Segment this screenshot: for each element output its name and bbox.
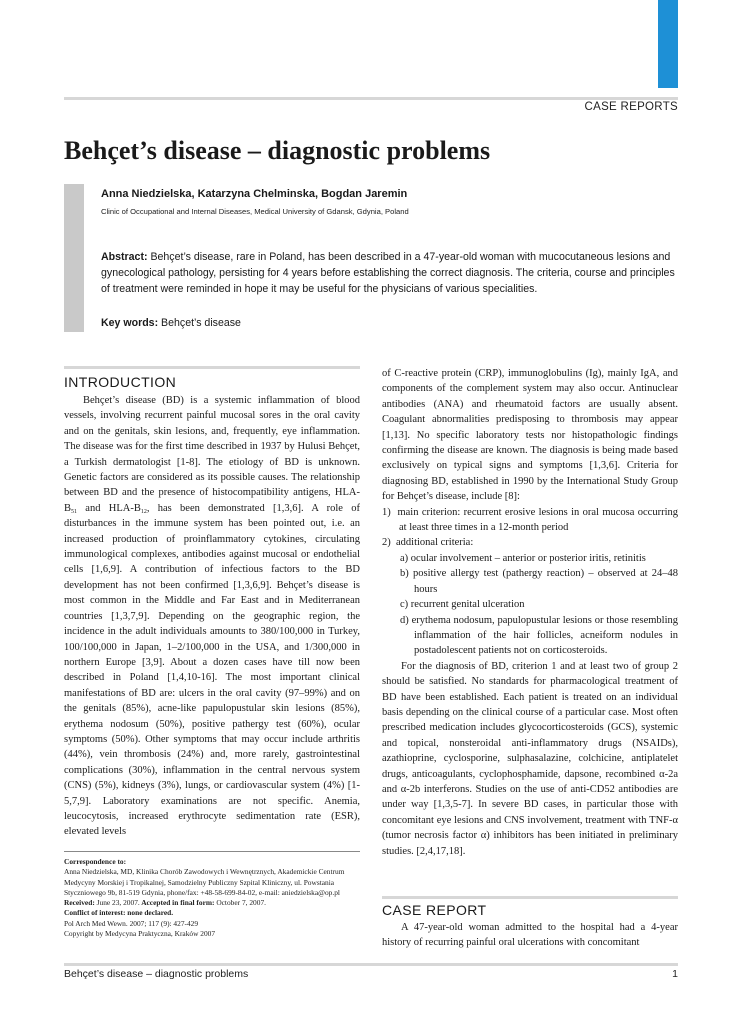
conflict-statement: Conflict of interest: none declared. — [64, 908, 174, 918]
list-item — [382, 505, 678, 536]
list-item — [382, 613, 678, 659]
footnote-divider — [64, 851, 360, 852]
received-date: June 23, 2007. — [94, 898, 140, 908]
received-label: Received: — [64, 898, 95, 908]
citation: Pol Arch Med Wewn. 2007; 117 (9): 427-429 — [64, 918, 199, 928]
abstract-text: Behçet’s disease, rare in Poland, has been described in a 47-year-old woman with mucocutaneous lesions and gynecological pathology, persisting for 4 years before establishing the correct diagnosis. The criteria, course and principles of treatment were reminded in hope it may be useful for the physicians of various specialities. — [101, 251, 675, 295]
list-item — [382, 551, 678, 566]
list-marker: a) — [400, 552, 409, 564]
right-column — [382, 366, 678, 859]
introduction-paragraph — [64, 393, 360, 840]
footer-divider — [64, 963, 678, 966]
list-item — [382, 566, 678, 597]
page-number: 1 — [672, 968, 678, 980]
list-marker: d) — [400, 614, 409, 626]
keywords — [101, 317, 241, 329]
case-report-heading: CASE REPORT — [382, 902, 487, 918]
abstract — [101, 249, 681, 297]
list-marker: 1) — [382, 506, 391, 518]
correspondence-footnote — [64, 857, 360, 939]
list-item-text: recurrent genital ulceration — [410, 599, 525, 611]
abstract-side-bar — [64, 184, 84, 332]
correspondence-label: Correspondence to: — [64, 857, 127, 866]
case-report-paragraph: A 47-year-old woman admitted to the hospital had a 4-year history of recurring painful oral ulcerations with concomitant — [382, 922, 678, 949]
list-item-text: ocular involvement – anterior or posterior iritis, retinitis — [410, 552, 646, 564]
accent-bar — [658, 0, 678, 88]
abstract-label: Abstract: — [101, 251, 148, 263]
affiliation: Clinic of Occupational and Internal Diseases, Medical University of Gdansk, Gdynia, Poland — [101, 207, 409, 216]
list-item-text: main criterion: recurrent erosive lesions in oral mucosa occurring at least three times in a 12-month period — [397, 506, 678, 534]
introduction-heading: INTRODUCTION — [64, 374, 177, 390]
accepted-date: October 7, 2007. — [214, 898, 266, 908]
accepted-label: Accepted in final form: — [139, 898, 215, 908]
list-item-text: additional criteria: — [396, 537, 474, 549]
intro-text-part: Behçet’s disease (BD) is a systemic inflammation of blood vessels, involving recurrent painful mucosal sores in the oral cavity and on the genitals, skin lesions, and, frequently, eye inflammation. The disease was for the first time described in 1937 by Hulusi Behçet, a Turkish dermatologist [1-8]. The etiology of BD is unknown. Genetic factors are considered as its possible causes. The relationship between BD and the presence of histocompatibility antigens, HLA-B — [64, 395, 360, 514]
list-item — [382, 597, 678, 612]
lab-paragraph: of C-reactive protein (CRP), immunoglobulins (Ig), mainly IgA, and components of the complement system may also occur. Antinuclear antibodies (ANA) and rheumatoid factors are usually absent. Coagulant abnormalities predisposing to thrombosis may appear [1,13]. No specific laboratory tests nor histopathologic findings confirming the disease are known. The diagnosis is being made based exclusively on typical signs and symptoms [1,3,6]. Criteria for diagnosing BD, established in 1990 by the International Study Group for Behçet’s disease, include [8]: — [382, 368, 678, 503]
introduction-divider — [64, 366, 360, 369]
running-title: Behçet’s disease – diagnostic problems — [64, 968, 249, 980]
authors: Anna Niedzielska, Katarzyna Chelminska, Bogdan Jaremin — [101, 188, 408, 200]
received-line — [64, 898, 360, 908]
intro-text-part: , has been demonstrated [1,3,6]. A role of disturbances in the immune system has been pointed out, i.e. an increased production of proinflammatory cytokines, circulating immunological complexes, antibodies against mucosal or endothelial cells [1,6,9]. A contribution of infectious factors to the BD development has not been confirmed [1,3,6,9]. Behçet’s disease is most common in the Middle and Far East and in Mediterranean countries [1,3,7,9]. Depending on the geographic region, the incidence in the adult individuals amounts to 380/100,000 in Turkey, 100/100,000 in Japan, 1–2/100,000 in the USA, and 1/300,000 in northern Europe [3,9]. About a dozen cases have till now been described in Poland [1,4,10-16]. The most important clinical manifestations of BD are: ulcers in the oral cavity (97–99%) and on the genitals (85%), acne-like papulopustular skin lesions (85%), erythema nodosum (50%), positive pathergy test (60%), ocular symptoms (50%). Other symptoms that may occur include arthritis (44%), vein thrombosis (24%) and, more rarely, gastrointestinal complications (30%), inflammation in the central nervous system (CNS) (5%), kidneys (3%), lungs, or cardiovascular system (4%) [1-5,7,9]. Laboratory examinations are not specific. Anemia, leucocytosis, increased erythrocyte sedimentation rate (ESR), elevated levels — [64, 502, 360, 838]
copyright: Copyright by Medycyna Praktyczna, Kraków 2007 — [64, 929, 216, 939]
hla-subscript: 12 — [140, 508, 147, 515]
list-item — [382, 535, 678, 550]
article-title: Behçet’s disease – diagnostic problems — [64, 136, 491, 165]
hla-subscript: 51 — [71, 508, 78, 515]
criteria-list — [382, 505, 678, 659]
list-marker: 2) — [382, 537, 391, 549]
treatment-paragraph: For the diagnosis of BD, criterion 1 and at least two of group 2 should be satisfied. No standards for pharmacological treatment of BD have been established. Each patient is treated on an individual basis depending on the clinical course of a particular case. Most often prescribed medication includes glycocorticosteroids (GCS), systemic and topical, nonsteroidal anti-inflammatory drugs (NSAIDs), azathioprine, cyclosporine, sulphasalazine, colchicine, antiplatelet drugs, anticoagulants, cyclophosphamide, dapsone, recombined α-2a and α-2b interferons. Studies on the use of anti-CD52 antibodies are under way [1,3,5-7]. In severe BD cases, in particular those with concomitant eye lesions and CNS involvement, treatment with TNF-α (tumor necrosis factor α) inhibitors has been initiated in preliminary studies. [2,4,17,18]. — [382, 660, 678, 857]
list-marker: c) — [400, 599, 409, 611]
keywords-text: Behçet’s disease — [158, 317, 241, 329]
keywords-label: Key words: — [101, 317, 159, 329]
list-item-text: positive allergy test (pathergy reaction) – observed at 24–48 hours — [413, 568, 679, 595]
section-label: CASE REPORTS — [584, 101, 678, 113]
list-item-text: erythema nodosum, papulopustular lesions or those resembling inflammation of the hair follicles, acneiform nodules in postadolescent patients not on corticosteroids. — [411, 614, 678, 657]
intro-text-part: and HLA-B — [77, 502, 141, 514]
case-report-divider — [382, 896, 678, 899]
list-marker: b) — [400, 568, 409, 580]
top-divider — [64, 97, 678, 100]
correspondence-address: Anna Niedzielska, MD, Klinika Chorób Zawodowych i Wewnętrznych, Akademickie Centrum Medycyny Morskiej i Tropikalnej, Samodzielny Publiczny Szpital Kliniczny, ul. Powstania Styczniowego 9b, 81-519 Gdynia, phone/fax: +48-58-699-84-02, e-mail: aniedzielska@op.pl — [64, 867, 345, 897]
